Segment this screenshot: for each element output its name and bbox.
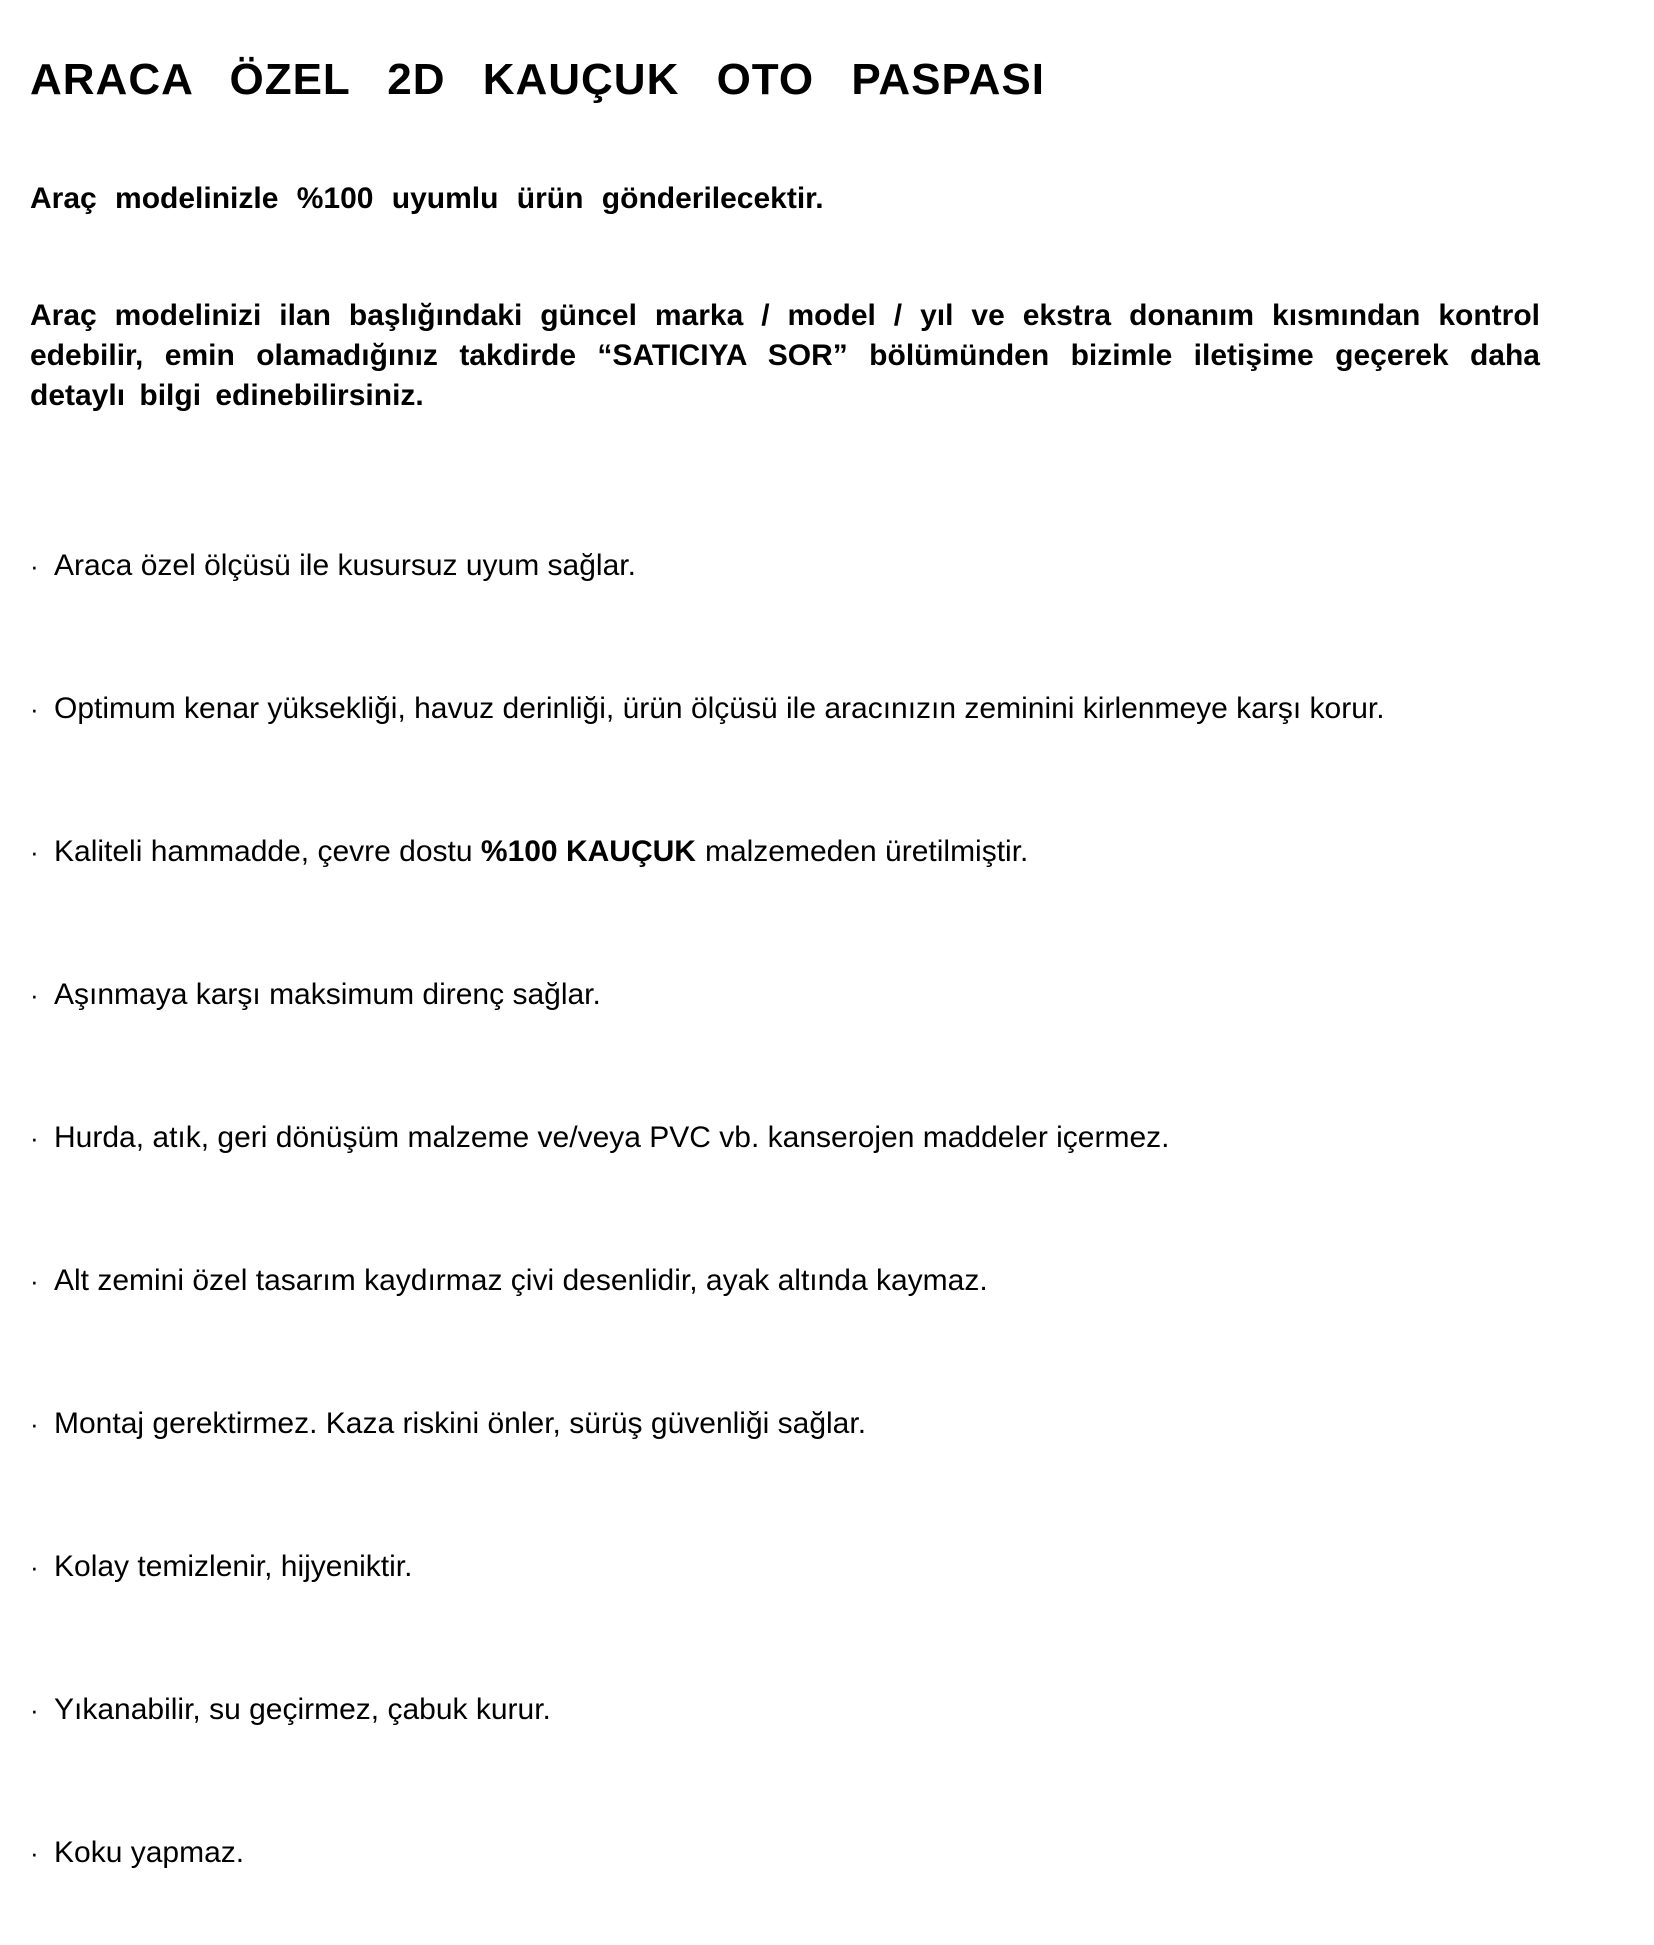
feature-text: Hurda, atık, geri dönüşüm malzeme ve/veya PVC vb. kanserojen maddeler içermez. bbox=[54, 1121, 1170, 1154]
list-item bbox=[30, 1835, 1594, 1945]
list-item bbox=[30, 834, 1594, 977]
feature-text: Araca özel ölçüsü ile kusursuz uyum sağlar. bbox=[54, 549, 636, 582]
feature-text-after-bold: malzemeden üretilmiştir. bbox=[704, 835, 1029, 868]
list-item bbox=[30, 1263, 1594, 1406]
feature-text: Alt zemini özel tasarım kaydırmaz çivi desenlidir, ayak altında kaymaz. bbox=[54, 1264, 988, 1297]
feature-text-before-bold: Kaliteli hammadde, çevre dostu bbox=[54, 835, 481, 868]
bullet-marker: · bbox=[30, 694, 39, 724]
bullet-marker: · bbox=[30, 1838, 39, 1868]
bullet-marker: · bbox=[30, 1266, 39, 1296]
page-title: ARACA ÖZEL 2D KAUÇUK OTO PASPASI bbox=[30, 55, 1045, 105]
feature-text: Optimum kenar yüksekliği, havuz derinliği, ürün ölçüsü ile aracınızın zeminini kirlenmeye karşı korur. bbox=[54, 692, 1385, 725]
bullet-marker: · bbox=[30, 1123, 39, 1153]
feature-text: Koku yapmaz. bbox=[54, 1836, 245, 1869]
feature-text bbox=[54, 834, 1028, 870]
feature-list bbox=[30, 548, 1594, 1945]
seller-contact-paragraph: Araç modelinizi ilan başlığındaki güncel marka / model / yıl ve ekstra donanım kısmından kontrol edebilir, emin olamadığınız takdirde “SATICIYA SOR” bölümünden bizimle iletişime geçerek daha detaylı bilgi edinebilirsiniz. bbox=[30, 299, 1540, 412]
feature-text: Yıkanabilir, su geçirmez, çabuk kurur. bbox=[54, 1693, 551, 1726]
feature-text-bold: %100 KAUÇUK bbox=[480, 835, 696, 868]
list-item bbox=[30, 548, 1594, 691]
bullet-marker: · bbox=[30, 1695, 39, 1725]
list-item bbox=[30, 977, 1594, 1120]
bullet-marker: · bbox=[30, 1409, 39, 1439]
feature-text: Aşınmaya karşı maksimum direnç sağlar. bbox=[54, 978, 601, 1011]
feature-text: Kolay temizlenir, hijyeniktir. bbox=[54, 1550, 413, 1583]
bullet-marker: · bbox=[30, 551, 39, 581]
bullet-marker: · bbox=[30, 980, 39, 1010]
list-item bbox=[30, 691, 1594, 834]
compatibility-statement: Araç modelinizle %100 uyumlu ürün gönderilecektir. bbox=[30, 182, 824, 215]
list-item bbox=[30, 1120, 1594, 1263]
bullet-marker: · bbox=[30, 1552, 39, 1582]
bullet-marker: · bbox=[30, 837, 39, 867]
list-item bbox=[30, 1406, 1594, 1549]
list-item bbox=[30, 1692, 1594, 1835]
feature-text: Montaj gerektirmez. Kaza riskini önler, sürüş güvenliği sağlar. bbox=[54, 1407, 867, 1440]
list-item bbox=[30, 1549, 1594, 1692]
